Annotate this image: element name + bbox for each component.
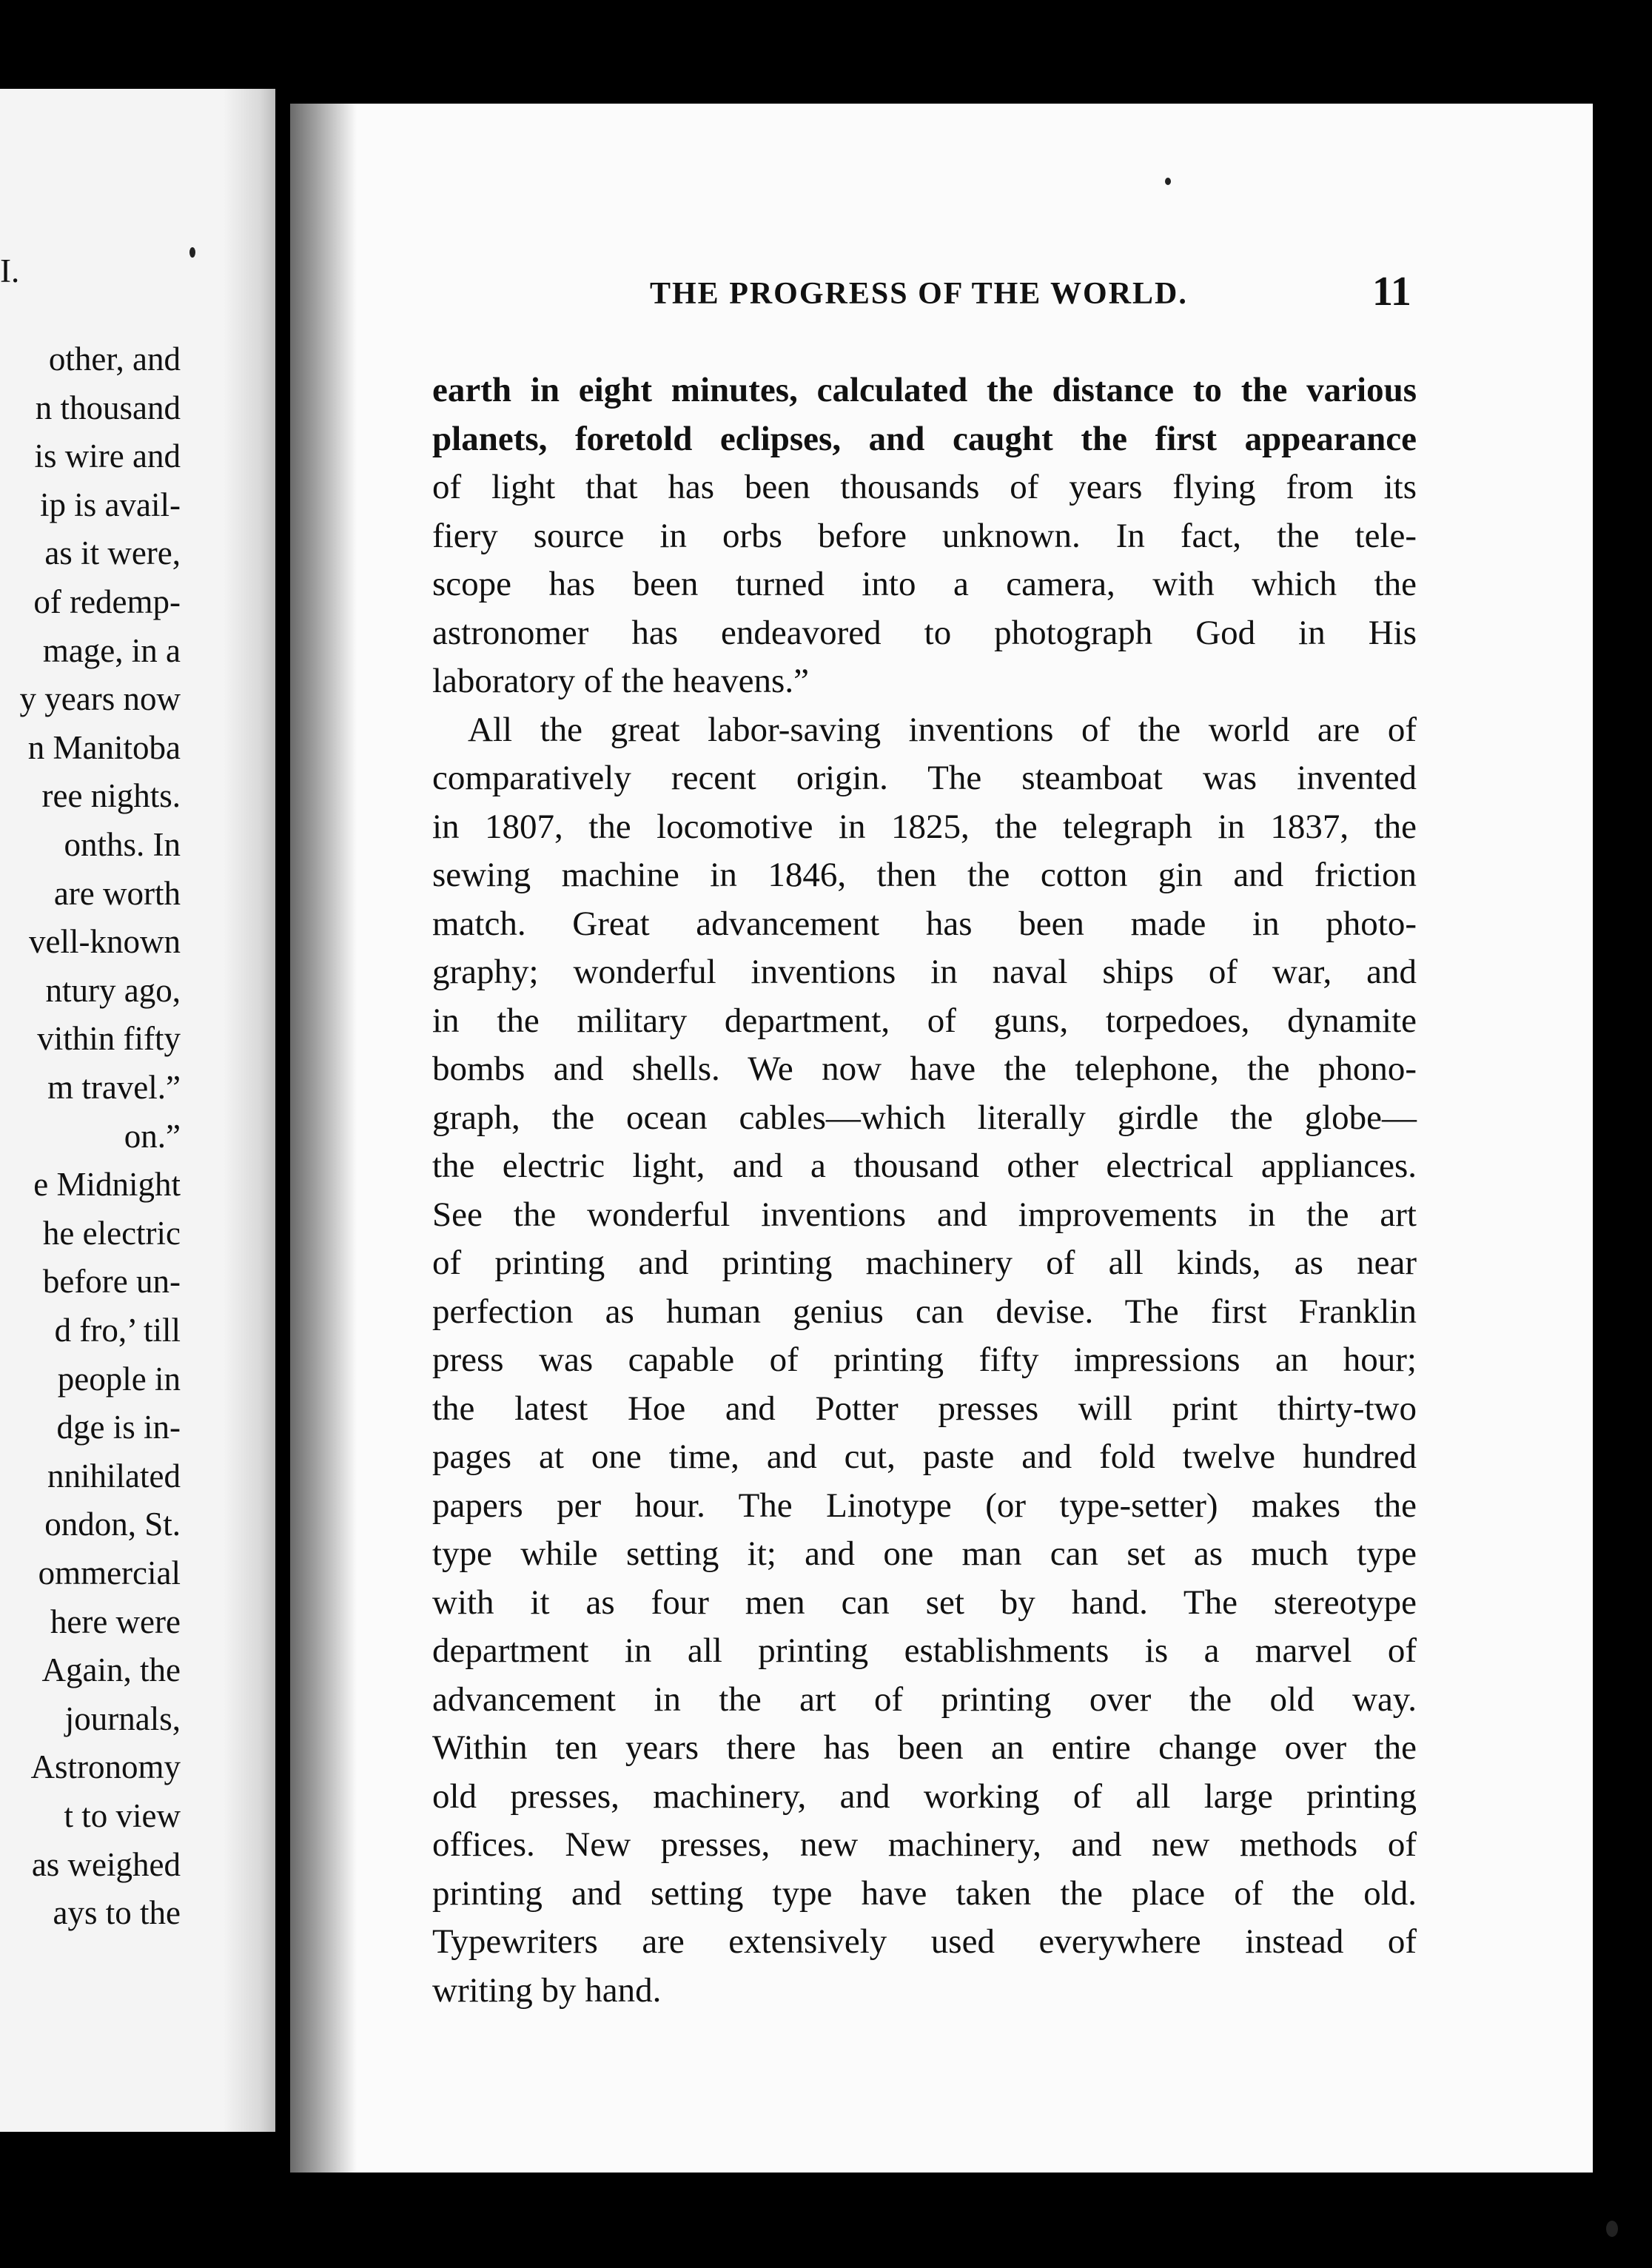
left-page-line: ommercial xyxy=(38,1554,181,1591)
body-line: the latest Hoe and Potter presses will print thirty-two xyxy=(432,1389,1417,1428)
page-number: 11 xyxy=(1372,269,1411,315)
body-line: department in all printing establishments is a marvel of xyxy=(432,1631,1417,1670)
body-line: press was capable of printing fifty impressions an hour; xyxy=(432,1341,1417,1379)
body-line: pages at one time, and cut, paste and fold twelve hundred xyxy=(432,1437,1417,1476)
body-line: papers per hour. The Linotype (or type-setter) makes the xyxy=(432,1486,1417,1525)
body-line: with it as four men can set by hand. The stereotype xyxy=(432,1583,1417,1622)
print-speck xyxy=(1165,178,1171,185)
body-line: Within ten years there has been an entire change over the xyxy=(432,1728,1417,1767)
body-line: comparatively recent origin. The steamboat was invented xyxy=(432,759,1417,797)
left-page-line: is wire and xyxy=(34,437,181,475)
left-page-line: ntury ago, xyxy=(45,971,181,1009)
body-line: match. Great advancement has been made in photo- xyxy=(432,904,1417,943)
left-page-line: Again, the xyxy=(41,1651,181,1689)
body-line: astronomer has endeavored to photograph God in His xyxy=(432,613,1417,652)
body-line: See the wonderful inventions and improvements in the art xyxy=(432,1195,1417,1234)
body-line: planets, foretold eclipses, and caught the first appearance xyxy=(432,419,1417,458)
print-speck xyxy=(189,247,195,258)
left-page-line: of redemp- xyxy=(33,583,181,620)
body-line: of printing and printing machinery of all kinds, as near xyxy=(432,1244,1417,1282)
body-line: in 1807, the locomotive in 1825, the telegraph in 1837, the xyxy=(432,807,1417,846)
left-page-line: e Midnight xyxy=(33,1166,181,1204)
body-line: of light that has been thousands of years flying from its xyxy=(432,468,1417,506)
body-line: the electric light, and a thousand other electrical appliances. xyxy=(432,1147,1417,1185)
body-line: old presses, machinery, and working of all large printing xyxy=(432,1777,1417,1816)
running-head: THE PROGRESS OF THE WORLD. xyxy=(650,277,1188,311)
left-page-line: mage, in a xyxy=(42,631,181,669)
body-line: offices. New presses, new machinery, and new methods of xyxy=(432,1825,1417,1864)
left-page-line: as it were, xyxy=(44,534,181,572)
left-page-line: here were xyxy=(50,1603,181,1640)
left-page-line: before un- xyxy=(42,1263,181,1301)
left-page-line: nnihilated xyxy=(47,1457,181,1494)
body-line: All the great labor-saving inventions of the world are of xyxy=(468,710,1417,749)
body-line: scope has been turned into a camera, with which the xyxy=(432,565,1417,603)
left-page-line: d fro,’ till xyxy=(54,1312,181,1349)
current-page xyxy=(290,104,1593,2173)
body-line: laboratory of the heavens.” xyxy=(432,662,809,700)
body-line: advancement in the art of printing over the old way. xyxy=(432,1680,1417,1719)
body-line: printing and setting type have taken the place of the old. xyxy=(432,1873,1417,1913)
left-page-line: ondon, St. xyxy=(44,1506,181,1543)
left-page-line: Astronomy xyxy=(30,1748,181,1786)
body-line: graphy; wonderful inventions in naval ships of war, and xyxy=(432,953,1417,991)
left-page-line: other, and xyxy=(48,340,181,378)
left-page-line: are worth xyxy=(53,874,181,912)
left-page-line: journals, xyxy=(64,1700,181,1737)
left-page-line: on.” xyxy=(124,1117,181,1155)
body-line: perfection as human genius can devise. The first Franklin xyxy=(432,1292,1417,1331)
body-line: writing by hand. xyxy=(432,1970,662,2010)
page-gutter-shadow xyxy=(290,104,357,2173)
body-line: in the military department, of guns, torpedoes, dynamite xyxy=(432,1001,1417,1040)
left-page-line: dge is in- xyxy=(56,1409,181,1446)
left-page-line: ree nights. xyxy=(41,777,181,815)
left-page-line: onths. In xyxy=(64,826,181,863)
left-page-line: he electric xyxy=(42,1214,181,1252)
left-page-line: people in xyxy=(57,1360,181,1398)
body-line: Typewriters are extensively used everywhere instead of xyxy=(432,1922,1417,1961)
left-page-line: ays to the xyxy=(53,1894,181,1932)
previous-page xyxy=(0,89,275,2132)
print-speck xyxy=(1606,2221,1618,2237)
left-page-line: m travel.” xyxy=(47,1069,181,1106)
left-page-line: ip is avail- xyxy=(40,486,181,523)
left-page-line: y years now xyxy=(19,680,181,718)
left-page-line: n Manitoba xyxy=(27,728,181,766)
left-page-binding-shadow xyxy=(224,89,275,2132)
left-page-line: vell-known xyxy=(29,923,181,961)
body-line: earth in eight minutes, calculated the distance to the various xyxy=(432,371,1417,409)
body-line: fiery source in orbs before unknown. In fact, the tele- xyxy=(432,516,1417,555)
body-line: graph, the ocean cables—which literally girdle the globe— xyxy=(432,1098,1417,1137)
body-line: bombs and shells. We now have the telephone, the phono- xyxy=(432,1050,1417,1088)
body-line: sewing machine in 1846, then the cotton gin and friction xyxy=(432,856,1417,894)
left-page-line: t to view xyxy=(64,1797,181,1834)
left-page-line: n thousand xyxy=(35,389,181,426)
body-line: type while setting it; and one man can set as much type xyxy=(432,1534,1417,1573)
left-page-line: vithin fifty xyxy=(37,1020,181,1058)
left-page-marker: I. xyxy=(0,252,20,289)
left-page-line: as weighed xyxy=(31,1845,181,1883)
